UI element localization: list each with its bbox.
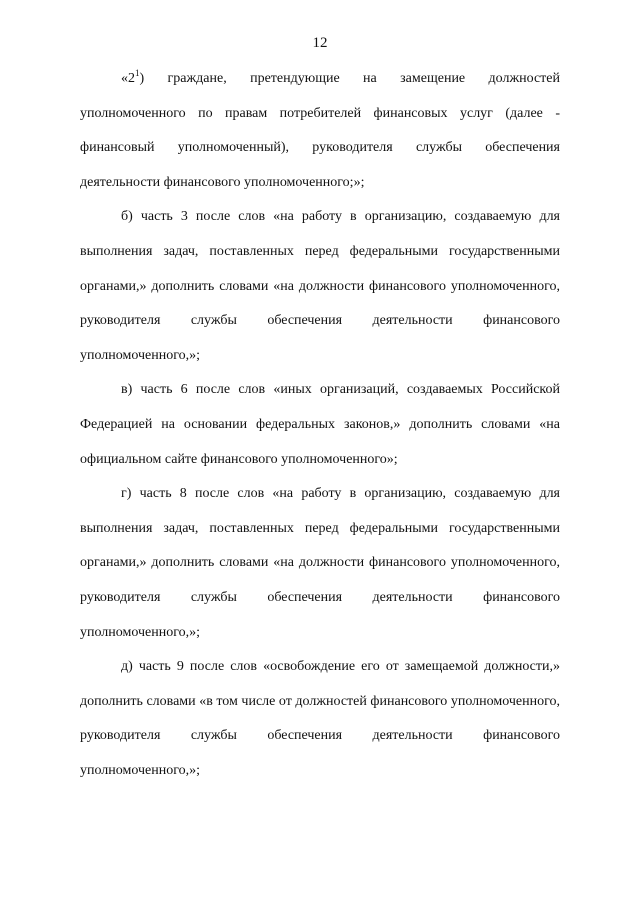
paragraph-3: в) часть 6 после слов «иных организаций, создаваемых Российской Федерацией на основании федеральных законов,» дополнить словами «на официальном сайте финансового уполномоченного»; xyxy=(80,382,560,467)
paragraph-2: б) часть 3 после слов «на работу в организацию, создаваемую для выполнения задач, поставленных перед федеральными государственными органами,» дополнить словами «на должности финансового уполномоченного, руководителя службы обеспечения деятельности финансового уполномоченного,»; xyxy=(80,209,560,363)
paragraph-5: д) часть 9 после слов «освобождение его от замещаемой должности,» дополнить словами «в том числе от должностей финансового уполномоченного, руководителя службы обеспечения деятельности финансового уполномоченного,»; xyxy=(80,659,560,778)
paragraph-4: г) часть 8 после слов «на работу в организацию, создаваемую для выполнения задач, поставленных перед федеральными государственными органами,» дополнить словами «на должности финансового уполномоченного, руководителя службы обеспечения деятельности финансового уполномоченного,»; xyxy=(80,486,560,640)
paragraph-1-prefix: «2 xyxy=(121,71,135,86)
paragraph-1-text: ) граждане, претендующие на замещение должностей уполномоченного по правам потребителей финансовых услуг (далее - финансовый уполномоченный), руководителя службы обеспечения деятельности финансового уполномоченного;»; xyxy=(80,71,560,190)
paragraph-1-superscript: 1 xyxy=(135,68,140,78)
document-body xyxy=(80,62,560,788)
page-number: 12 xyxy=(312,35,328,51)
paragraph-1 xyxy=(80,62,560,200)
